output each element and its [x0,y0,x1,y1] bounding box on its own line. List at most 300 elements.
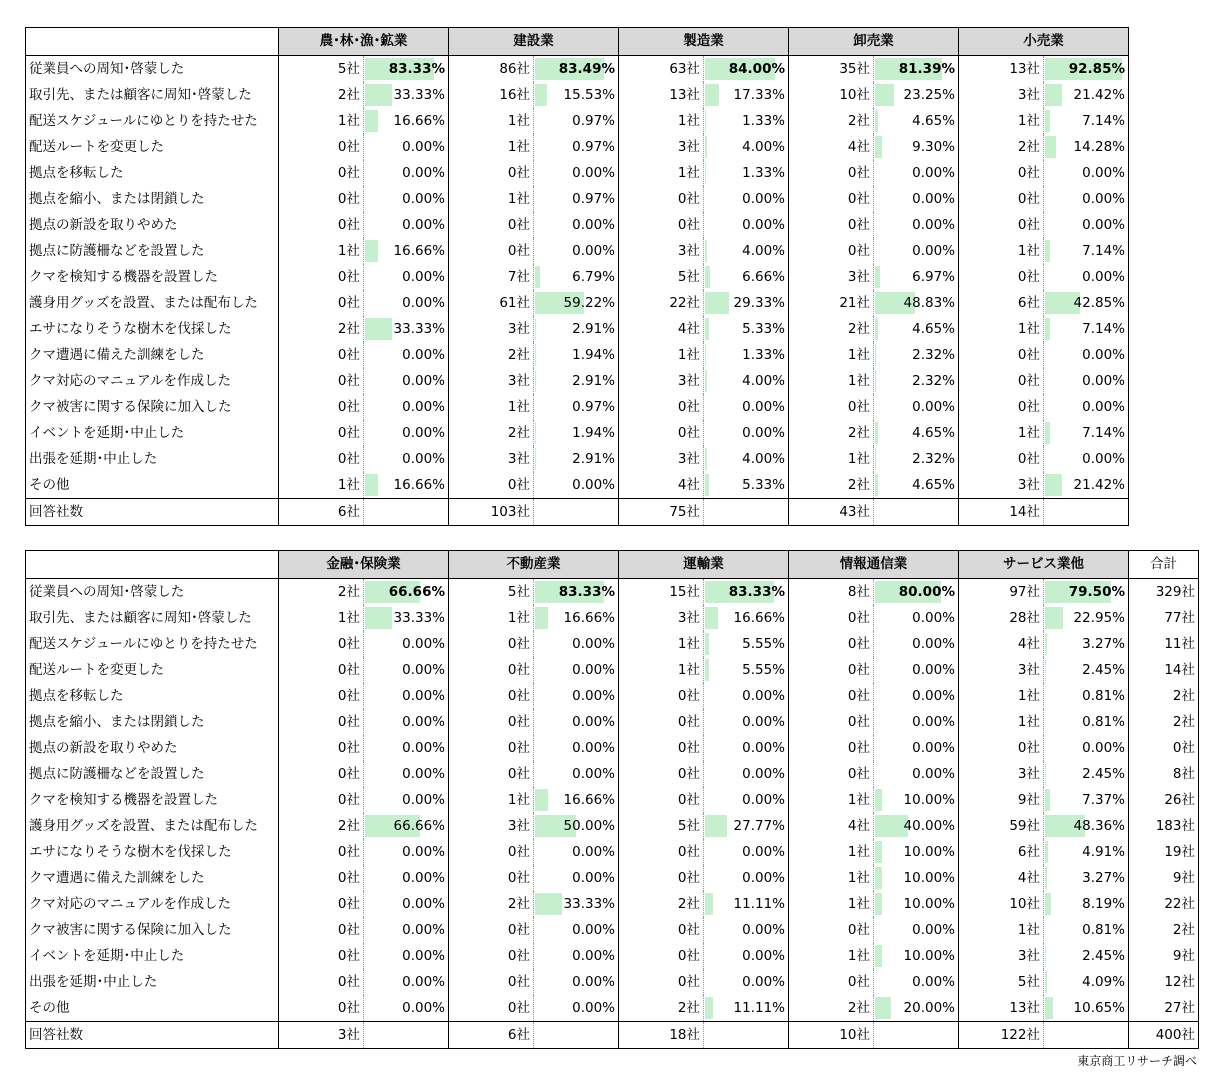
percentage-cell [1044,316,1129,342]
company-count: 1社 [449,108,534,134]
percentage-value: 0.00% [402,844,445,860]
data-bar [365,84,392,106]
percentage-cell [364,212,449,238]
percentage-value: 0.00% [572,740,615,756]
row-label: 取引先、または顧客に周知･啓蒙した [26,82,279,108]
column-header: 卸売業 [789,28,959,56]
data-bar [875,893,882,915]
percentage-value: 8.19% [1082,896,1125,912]
company-count: 2社 [789,316,874,342]
table-row [26,605,1199,631]
company-count: 3社 [449,368,534,394]
percentage-value: 33.33% [563,896,615,912]
data-bar [875,815,908,837]
column-header: 運輸業 [619,551,789,579]
percentage-cell [534,186,619,212]
percentage-value: 16.66% [393,113,445,129]
percentage-cell [704,787,789,813]
company-count: 0社 [619,212,704,238]
empty-cell [704,499,789,526]
data-bar [875,474,878,496]
percentage-cell [364,82,449,108]
data-bar [705,266,710,288]
data-bar [705,659,709,681]
percentage-value: 0.00% [402,191,445,207]
percentage-value: 7.14% [1082,243,1125,259]
percentage-cell [704,605,789,631]
table-row [26,446,1129,472]
company-count: 0社 [959,186,1044,212]
company-count: 1社 [619,631,704,657]
percentage-value: 0.97% [572,113,615,129]
company-count: 0社 [959,368,1044,394]
company-count: 8社 [789,579,874,606]
percentage-value: 16.66% [563,792,615,808]
row-total: 77社 [1129,605,1199,631]
percentage-value: 0.00% [572,662,615,678]
percentage-value: 0.00% [402,373,445,389]
percentage-cell [534,813,619,839]
percentage-cell [534,865,619,891]
company-count: 1社 [449,134,534,160]
percentage-value: 7.14% [1082,113,1125,129]
row-label: 従業員への周知･啓蒙した [26,56,279,83]
percentage-cell [1044,683,1129,709]
percentage-cell [704,631,789,657]
percentage-cell [874,420,959,446]
company-count: 0社 [789,238,874,264]
data-bar [1045,422,1050,444]
percentage-cell [534,995,619,1022]
data-bar [1045,84,1062,106]
data-bar [1045,240,1050,262]
table-row [26,82,1129,108]
percentage-cell [364,446,449,472]
percentage-value: 1.94% [572,347,615,363]
company-count: 0社 [449,472,534,499]
percentage-value: 22.95% [1073,610,1125,626]
percentage-cell [364,683,449,709]
company-count: 0社 [279,342,364,368]
percentage-cell [704,82,789,108]
company-count: 0社 [279,394,364,420]
company-count: 5社 [619,813,704,839]
company-count: 0社 [279,683,364,709]
column-header: 建設業 [449,28,619,56]
percentage-value: 23.25% [903,87,955,103]
percentage-cell [364,342,449,368]
data-bar [1045,971,1047,993]
data-bar [1045,893,1051,915]
company-count: 0社 [279,761,364,787]
table-row [26,160,1129,186]
percentage-cell [874,631,959,657]
company-count: 1社 [449,787,534,813]
footer-row [26,1022,1199,1049]
row-label: その他 [26,472,279,499]
table-row [26,683,1199,709]
percentage-value: 4.65% [912,321,955,337]
company-count: 1社 [619,108,704,134]
percentage-cell [874,472,959,499]
company-count: 0社 [619,735,704,761]
percentage-value: 0.00% [742,191,785,207]
company-count: 2社 [449,891,534,917]
company-count: 0社 [449,631,534,657]
percentage-cell [874,290,959,316]
row-label: 拠点を移転した [26,683,279,709]
company-count: 0社 [279,917,364,943]
percentage-value: 4.91% [1082,844,1125,860]
percentage-cell [704,943,789,969]
row-label: 出張を延期･中止した [26,969,279,995]
percentage-cell [534,316,619,342]
percentage-value: 0.97% [572,139,615,155]
table-row [26,56,1129,83]
percentage-cell [534,917,619,943]
percentage-value: 0.00% [742,766,785,782]
company-count: 1社 [959,683,1044,709]
header-corner [26,551,279,579]
empty-cell [364,499,449,526]
percentage-value: 0.00% [1082,217,1125,233]
company-count: 3社 [959,472,1044,499]
data-bar [1045,318,1050,340]
percentage-value: 0.00% [402,870,445,886]
percentage-cell [704,394,789,420]
table-footer [26,499,1129,526]
empty-cell [874,499,959,526]
company-count: 2社 [279,579,364,606]
percentage-cell [1044,264,1129,290]
company-count: 1社 [959,917,1044,943]
company-count: 0社 [619,394,704,420]
company-count: 2社 [789,420,874,446]
data-bar [875,318,878,340]
company-count: 0社 [619,969,704,995]
percentage-value: 33.33% [393,87,445,103]
row-label: イベントを延期･中止した [26,420,279,446]
data-bar [705,893,713,915]
percentage-cell [874,891,959,917]
percentage-value: 4.00% [742,243,785,259]
company-count: 0社 [279,264,364,290]
company-count: 2社 [449,342,534,368]
percentage-cell [534,446,619,472]
percentage-cell [704,368,789,394]
percentage-value: 0.81% [1082,922,1125,938]
empty-cell [534,499,619,526]
column-header: 情報通信業 [789,551,959,579]
percentage-cell [1044,813,1129,839]
table-header-row [26,551,1199,579]
table-row [26,657,1199,683]
data-bar [535,318,536,340]
percentage-cell [874,969,959,995]
percentage-value: 0.00% [912,610,955,626]
company-count: 0社 [619,839,704,865]
percentage-cell [364,917,449,943]
percentage-cell [364,316,449,342]
company-count: 1社 [789,446,874,472]
percentage-cell [1044,761,1129,787]
percentage-value: 0.00% [572,688,615,704]
percentage-cell [534,160,619,186]
data-bar [705,136,707,158]
percentage-value: 0.00% [912,688,955,704]
percentage-value: 79.50% [1068,584,1125,600]
company-count: 4社 [789,813,874,839]
percentage-cell [874,264,959,290]
empty-cell [874,1022,959,1049]
respondent-count: 14社 [959,499,1044,526]
company-count: 22社 [619,290,704,316]
percentage-value: 0.00% [1082,740,1125,756]
company-count: 0社 [619,787,704,813]
percentage-value: 0.00% [402,636,445,652]
company-count: 3社 [619,238,704,264]
company-count: 0社 [449,995,534,1022]
percentage-cell [874,108,959,134]
percentage-value: 0.00% [402,896,445,912]
percentage-value: 0.00% [402,269,445,285]
percentage-value: 0.00% [402,766,445,782]
percentage-cell [1044,186,1129,212]
data-bar [365,607,392,629]
company-count: 2社 [449,420,534,446]
company-count: 1社 [619,657,704,683]
data-bar [535,344,536,366]
company-count: 28社 [959,605,1044,631]
data-bar [875,344,876,366]
percentage-cell [874,917,959,943]
percentage-cell [874,943,959,969]
row-label: クマ遭遇に備えた訓練をした [26,342,279,368]
percentage-value: 0.00% [402,974,445,990]
percentage-value: 5.55% [742,662,785,678]
percentage-value: 5.33% [742,477,785,493]
company-count: 0社 [279,943,364,969]
percentage-value: 9.30% [912,139,955,155]
percentage-cell [534,368,619,394]
company-count: 0社 [959,735,1044,761]
footer-row [26,499,1129,526]
percentage-cell [1044,212,1129,238]
percentage-cell [534,290,619,316]
company-count: 0社 [789,160,874,186]
table-body [26,579,1199,1022]
company-count: 5社 [449,579,534,606]
data-bar [875,370,876,392]
data-bar [535,422,536,444]
percentage-cell [704,839,789,865]
percentage-cell [704,683,789,709]
company-count: 0社 [619,761,704,787]
percentage-value: 83.33% [388,61,445,77]
row-label: 配送ルートを変更した [26,134,279,160]
company-count: 1社 [959,238,1044,264]
company-count: 35社 [789,56,874,83]
percentage-cell [874,605,959,631]
data-bar [705,607,718,629]
percentage-cell [704,917,789,943]
percentage-cell [874,813,959,839]
header-corner [26,28,279,56]
row-label: 従業員への周知･啓蒙した [26,579,279,606]
percentage-cell [534,891,619,917]
percentage-value: 6.97% [912,269,955,285]
company-count: 61社 [449,290,534,316]
company-count: 3社 [449,316,534,342]
percentage-value: 92.85% [1068,61,1125,77]
company-count: 3社 [789,264,874,290]
row-label: 護身用グッズを設置、または配布した [26,813,279,839]
percentage-value: 0.00% [742,740,785,756]
company-count: 0社 [959,446,1044,472]
percentage-cell [704,813,789,839]
row-total: 8社 [1129,761,1199,787]
data-bar [535,893,562,915]
percentage-value: 0.00% [572,1000,615,1016]
percentage-cell [534,943,619,969]
row-label: クマ対応のマニュアルを作成した [26,891,279,917]
percentage-cell [1044,657,1129,683]
percentage-value: 0.00% [742,425,785,441]
percentage-cell [874,839,959,865]
data-bar [875,422,878,444]
data-bar [875,867,882,889]
respondent-count: 43社 [789,499,874,526]
percentage-value: 0.00% [912,766,955,782]
company-count: 2社 [959,134,1044,160]
row-label: クマ対応のマニュアルを作成した [26,368,279,394]
percentage-cell [534,134,619,160]
percentage-value: 0.00% [402,714,445,730]
percentage-value: 66.66% [388,584,445,600]
percentage-cell [364,657,449,683]
company-count: 0社 [959,342,1044,368]
company-count: 10社 [959,891,1044,917]
company-count: 2社 [279,813,364,839]
percentage-cell [1044,579,1129,606]
company-count: 0社 [789,631,874,657]
percentage-cell [704,238,789,264]
percentage-cell [704,56,789,83]
data-bar [875,110,878,132]
percentage-value: 4.65% [912,113,955,129]
percentage-value: 0.00% [572,870,615,886]
company-count: 1社 [959,709,1044,735]
row-total: 14社 [1129,657,1199,683]
percentage-value: 14.28% [1073,139,1125,155]
row-label: 配送スケジュールにゆとりを持たせた [26,631,279,657]
data-bar [705,84,719,106]
percentage-cell [534,605,619,631]
percentage-value: 0.00% [572,217,615,233]
company-count: 21社 [789,290,874,316]
percentage-value: 66.66% [393,818,445,834]
row-label: エサになりそうな樹木を伐採した [26,316,279,342]
company-count: 1社 [279,605,364,631]
percentage-value: 40.00% [903,818,955,834]
percentage-cell [1044,342,1129,368]
percentage-value: 4.65% [912,477,955,493]
company-count: 97社 [959,579,1044,606]
table-row [26,735,1199,761]
percentage-cell [364,134,449,160]
respondent-count: 6社 [279,499,364,526]
row-total: 12社 [1129,969,1199,995]
percentage-value: 0.00% [1082,451,1125,467]
company-count: 0社 [279,290,364,316]
row-total: 2社 [1129,709,1199,735]
company-count: 1社 [959,316,1044,342]
percentage-cell [364,160,449,186]
company-count: 59社 [959,813,1044,839]
percentage-cell [704,342,789,368]
percentage-cell [704,995,789,1022]
percentage-cell [704,446,789,472]
data-bar [875,136,882,158]
respondent-count: 122社 [959,1022,1044,1049]
percentage-cell [1044,605,1129,631]
company-count: 0社 [449,160,534,186]
percentage-value: 2.91% [572,321,615,337]
percentage-cell [534,420,619,446]
percentage-cell [364,394,449,420]
percentage-value: 0.00% [742,217,785,233]
company-count: 3社 [959,82,1044,108]
company-count: 9社 [959,787,1044,813]
table-row [26,917,1199,943]
row-label: 出張を延期･中止した [26,446,279,472]
percentage-value: 0.97% [572,399,615,415]
percentage-value: 0.00% [1082,191,1125,207]
row-total: 0社 [1129,735,1199,761]
percentage-value: 16.66% [733,610,785,626]
table-row [26,631,1199,657]
data-bar [705,815,727,837]
row-total: 329社 [1129,579,1199,606]
percentage-cell [1044,394,1129,420]
percentage-cell [1044,108,1129,134]
row-label: クマを検知する機器を設置した [26,787,279,813]
percentage-cell [534,212,619,238]
percentage-cell [1044,995,1129,1022]
data-bar [535,84,547,106]
percentage-cell [1044,160,1129,186]
table-row [26,865,1199,891]
percentage-value: 0.00% [572,243,615,259]
percentage-value: 16.66% [393,243,445,259]
company-count: 0社 [619,917,704,943]
company-count: 1社 [449,186,534,212]
percentage-value: 0.00% [1082,373,1125,389]
percentage-value: 11.11% [733,896,785,912]
percentage-value: 0.00% [742,399,785,415]
footer-label: 回答社数 [26,1022,279,1049]
percentage-value: 0.00% [742,688,785,704]
data-bar [1045,841,1048,863]
table-row [26,316,1129,342]
row-label: 拠点に防護柵などを設置した [26,761,279,787]
percentage-cell [364,943,449,969]
percentage-cell [704,420,789,446]
table-row [26,969,1199,995]
company-count: 15社 [619,579,704,606]
percentage-value: 5.33% [742,321,785,337]
percentage-value: 10.00% [903,792,955,808]
